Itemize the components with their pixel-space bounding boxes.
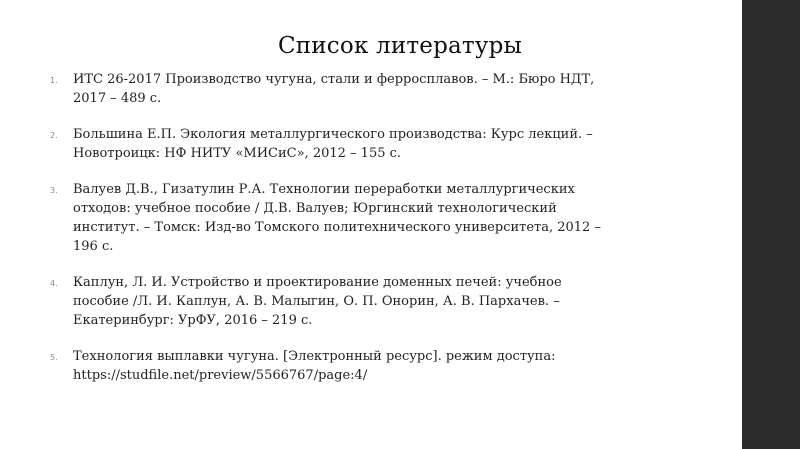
reference-number: 2. [50, 131, 58, 140]
reference-item [50, 180, 650, 256]
reference-text: Большина Е.П. Экология металлургического производства: Курс лекций. – Новотроицк: НФ НИТУ «МИСиС», 2012 – 155 с. [73, 127, 593, 161]
reference-text: Каплун, Л. И. Устройство и проектирование доменных печей: учебное пособие /Л. И. Каплун, А. В. Малыгин, О. П. Онорин, А. В. Пархачев. – Екатеринбург: УрФУ, 2016 – 219 с. [73, 275, 562, 328]
reference-item [50, 273, 650, 330]
reference-number: 3. [50, 186, 58, 195]
reference-item [50, 347, 650, 385]
reference-number: 5. [50, 353, 58, 362]
reference-text: Валуев Д.В., Гизатулин Р.А. Технологии переработки металлургических отходов: учебное пособие / Д.В. Валуев; Юргинский технологический институт. – Томск: Изд-во Томского политехнического университета, 2012 – 196 с. [73, 182, 601, 254]
reference-number: 1. [50, 76, 58, 85]
reference-text: ИТС 26-2017 Производство чугуна, стали и ферросплавов. – М.: Бюро НДТ, 2017 – 489 с. [73, 72, 595, 106]
reference-item [50, 70, 650, 108]
reference-link-text: Технология выплавки чугуна. [Электронный ресурс]. режим доступа: https://studfile.net/preview/5566767/page:4/ [73, 349, 556, 383]
reference-item [50, 125, 650, 163]
right-decorative-band [742, 0, 800, 449]
slide-title: Список литературы [277, 33, 523, 59]
reference-number: 4. [50, 279, 58, 288]
reference-list [50, 70, 650, 402]
